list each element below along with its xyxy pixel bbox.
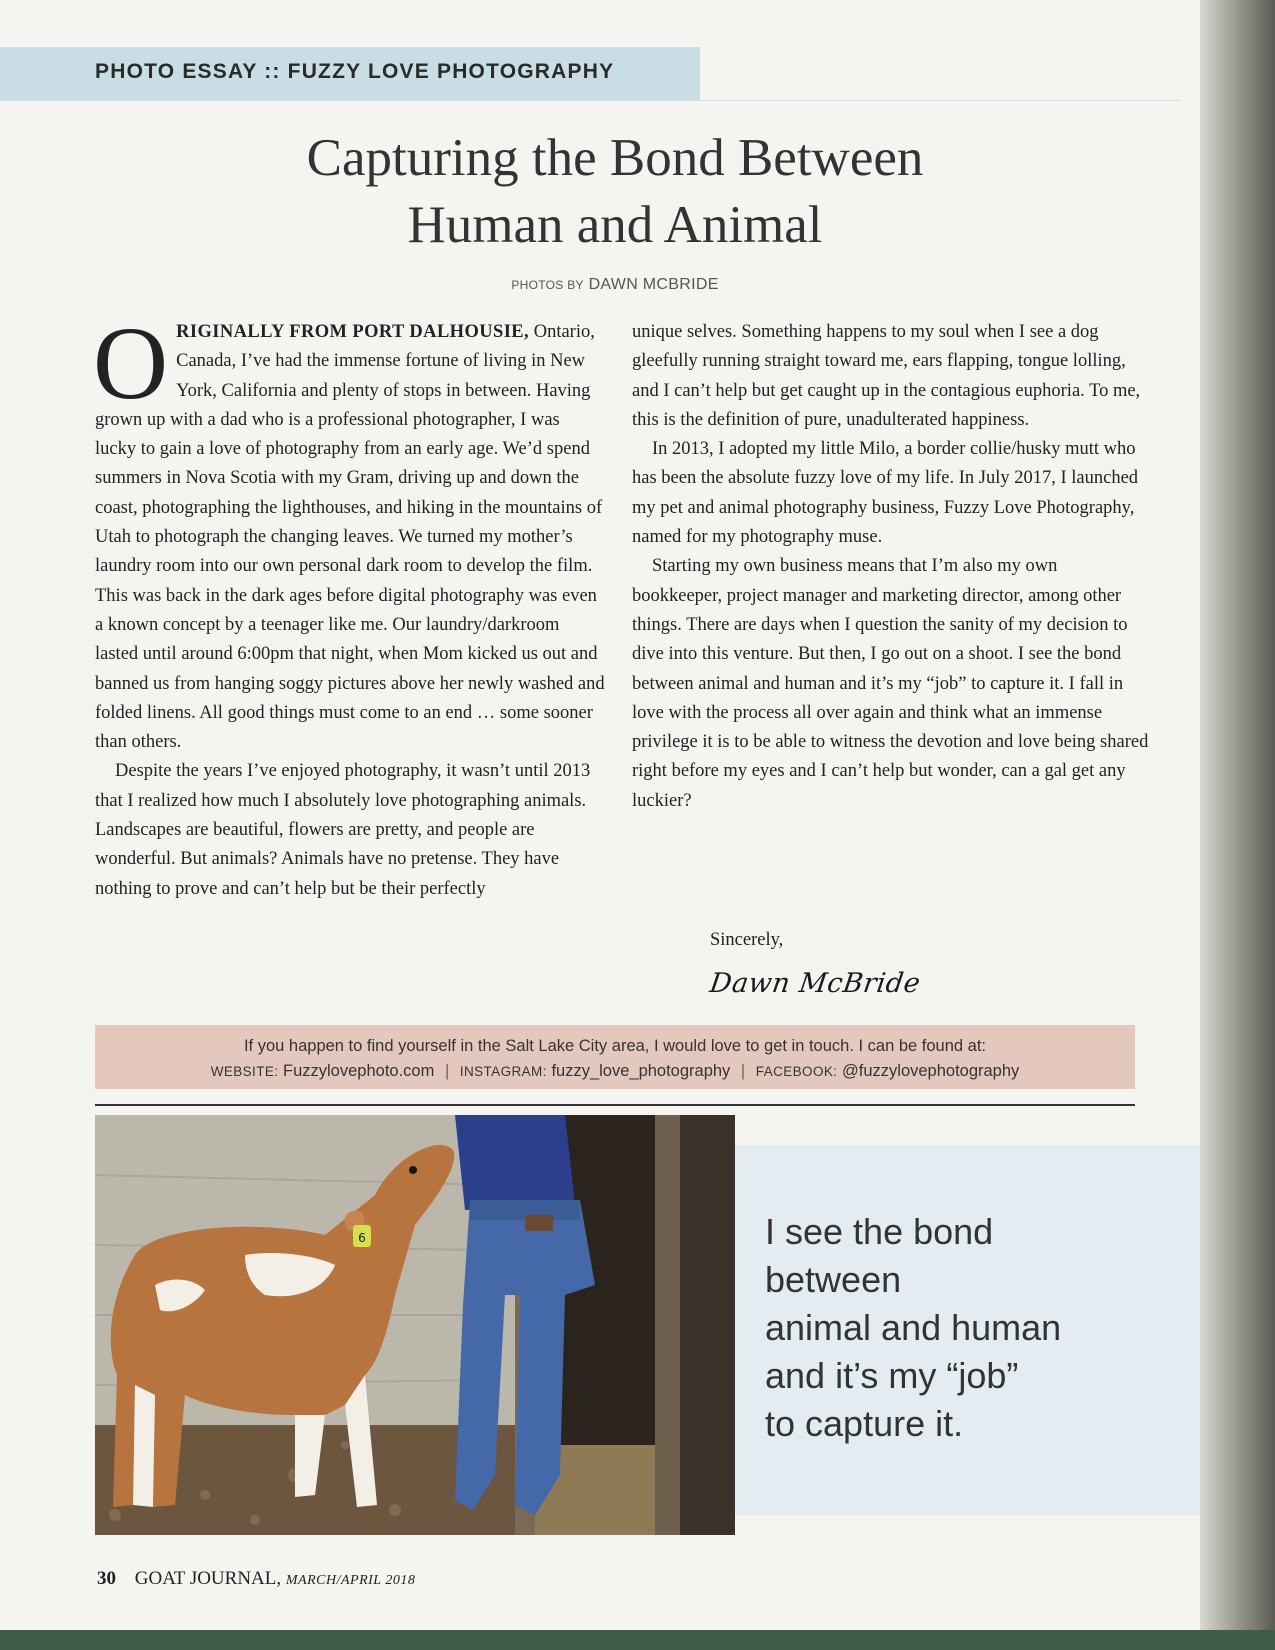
scan-bottom-edge — [0, 1630, 1275, 1650]
facebook-label: FACEBOOK: — [755, 1064, 838, 1079]
contact-links — [95, 1062, 1135, 1081]
closing: Sincerely, — [710, 930, 784, 950]
article-title — [90, 125, 1140, 259]
instagram-label: INSTAGRAM: — [459, 1064, 547, 1079]
facebook-link[interactable]: @fuzzylovephotography — [842, 1062, 1020, 1080]
signature: Dawn McBride — [707, 968, 923, 999]
section-header-rule — [700, 100, 1180, 101]
article-column-left — [93, 306, 605, 904]
drop-cap: O — [93, 306, 169, 421]
pullquote-line: I see the bond — [765, 1211, 994, 1252]
issue-date: MARCH/APRIL 2018 — [285, 1573, 416, 1588]
byline-name: DAWN MCBRIDE — [588, 276, 719, 293]
photo-byline — [90, 276, 1140, 294]
contact-box — [95, 1025, 1135, 1089]
article-column-right — [632, 318, 1152, 816]
separator: | — [740, 1062, 746, 1080]
pullquote — [765, 1208, 1165, 1448]
paragraph-1-text: Ontario, Canada, I’ve had the immense fortune of living in New York, California and plenty of stops in between. Having grown up with a dad who is a professional photographer, I was lucky to gain a love of photography from an early age. We’d spend summers in Nova Scotia with my Gram, driving up and down the coast, photographing the lighthouses, and hiking in the mountains of Utah to photograph the changing leaves. We turned my mother’s laundry room into our own personal dark room to develop the film. This was back in the dark ages before digital photography was even a known concept by a teenager like me. Our laundry/darkroom lasted until around 6:00pm that night, when Mom kicked us out and banned us from hanging soggy pictures above her newly washed and folded linens. All good things must come to an end … some sooner than others. — [95, 322, 605, 753]
pullquote-line: to capture it. — [765, 1403, 964, 1444]
contact-intro: If you happen to find yourself in the Salt Lake City area, I would love to get in touch. I can be found at: — [243, 1037, 987, 1055]
article-title-line1: Capturing the Bond Between — [306, 129, 924, 187]
ear-tag-number: 6 — [358, 1231, 366, 1245]
lead-in: RIGINALLY FROM PORT DALHOUSIE, — [176, 322, 530, 342]
pullquote-line: and it’s my “job” — [765, 1355, 1019, 1396]
paragraph-5: Starting my own business means that I’m also my own bookkeeper, project manager and marketing director, among other things. There are days when I question the sanity of my decision to dive into this venture. But then, I go out on a shoot. I see the bond between animal and human and it’s my “job” to capture it. I fall in love with the process all over again and think what an immense privilege it is to be able to witness the devotion and love being shared right before my eyes and I can’t help but wonder, can a gal get any luckier? — [632, 556, 1149, 811]
separator: | — [444, 1062, 450, 1080]
publication-name: GOAT JOURNAL, — [134, 1568, 282, 1589]
paragraph-4: In 2013, I adopted my little Milo, a border collie/husky mutt who has been the absolute fuzzy love of my life. In July 2017, I launched my pet and animal photography business, Fuzzy Love Photography, named for my photography muse. — [632, 439, 1139, 548]
paragraph-2: Despite the years I’ve enjoyed photography, it wasn’t until 2013 that I realized how much I absolutely love photographing animals. Landscapes are beautiful, flowers are pretty, and people are wonderful. But animals? Animals have no pretense. They have nothing to prove and can’t help but be their perfectly — [95, 761, 591, 899]
divider-rule — [95, 1104, 1135, 1106]
website-label: WEBSITE: — [210, 1064, 279, 1079]
paragraph-3: unique selves. Something happens to my soul when I see a dog gleefully running straight toward me, ears flapping, tongue lolling, and I can’t help but get caught up in the contagious euphoria. To me, this is the definition of pure, unadulterated happiness. — [632, 322, 1141, 430]
paragraph-1 — [93, 306, 605, 757]
byline-prefix: PHOTOS BY — [511, 278, 584, 292]
website-link[interactable]: Fuzzylovephoto.com — [283, 1062, 435, 1080]
scan-edge-shadow — [1200, 0, 1275, 1650]
page-number: 30 — [97, 1568, 116, 1589]
instagram-link[interactable]: fuzzy_love_photography — [551, 1062, 731, 1080]
calf-photo — [95, 1115, 735, 1535]
pullquote-line: animal and human — [765, 1307, 1062, 1348]
pullquote-line: between — [765, 1259, 902, 1300]
calf-photo-illustration — [95, 1115, 735, 1535]
section-header: PHOTO ESSAY :: FUZZY LOVE PHOTOGRAPHY — [95, 60, 615, 83]
article-title-line2: Human and Animal — [407, 196, 823, 254]
page-footer — [97, 1568, 415, 1590]
